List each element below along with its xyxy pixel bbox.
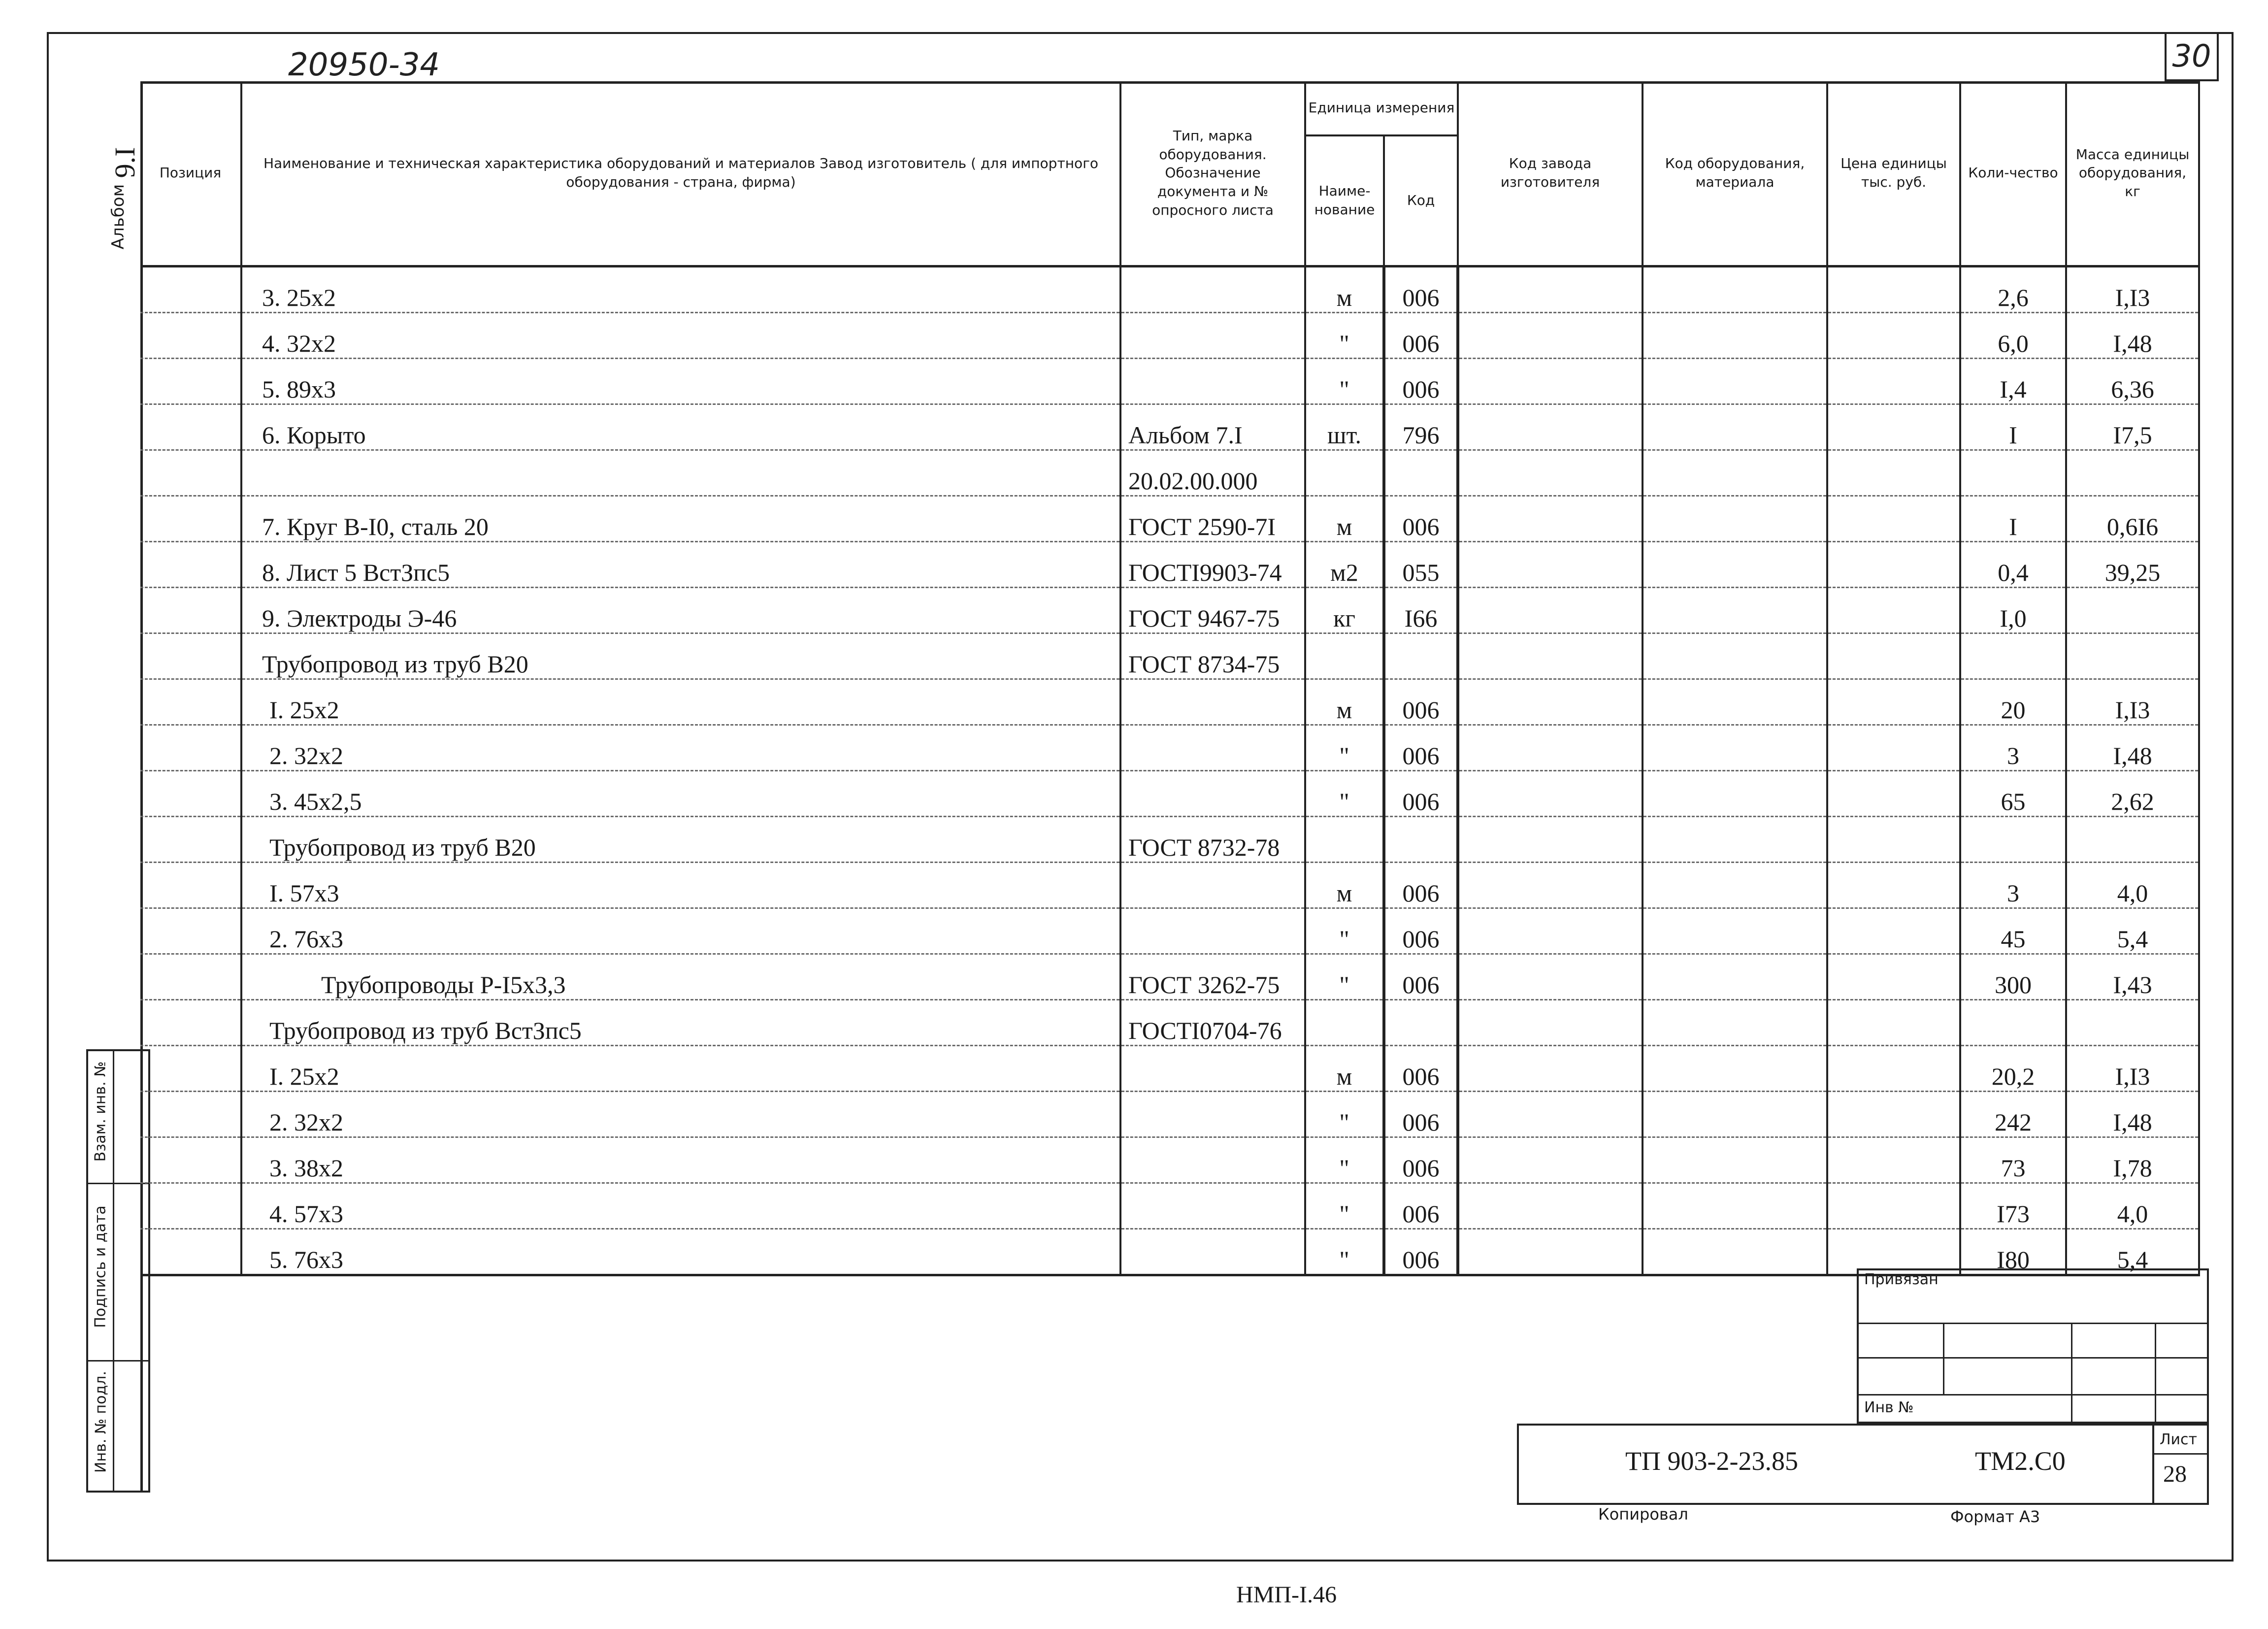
main-stamp-box — [1517, 1424, 2209, 1505]
linked-divider — [2155, 1323, 2156, 1424]
factory-code-cell — [1458, 954, 1643, 999]
mass-cell: 5,4 — [2066, 1229, 2199, 1275]
factory-code-cell — [1458, 1137, 1643, 1183]
quantity-cell — [1960, 450, 2066, 496]
unit-cell: м — [1305, 679, 1384, 725]
price-cell — [1827, 541, 1960, 587]
unit-cell: м — [1305, 862, 1384, 908]
quantity-cell: 45 — [1960, 908, 2066, 954]
linked-divider — [1943, 1323, 1944, 1394]
position-cell — [140, 450, 241, 496]
position-cell — [140, 496, 241, 541]
table-row — [140, 587, 2199, 633]
name-cell: 6. Корыто — [241, 404, 1120, 450]
unit-cell: м — [1305, 496, 1384, 541]
price-cell — [1827, 862, 1960, 908]
price-cell — [1827, 954, 1960, 999]
factory-code-cell — [1458, 1045, 1643, 1091]
table-row — [140, 862, 2199, 908]
equipment-code-cell — [1643, 450, 1827, 496]
name-cell: Трубопроводы Р-I5x3,3 — [241, 954, 1120, 999]
unit-code-cell: 006 — [1384, 725, 1458, 770]
unit-cell — [1305, 999, 1384, 1045]
table-row — [140, 496, 2199, 541]
quantity-cell: I,0 — [1960, 587, 2066, 633]
factory-code-cell — [1458, 1229, 1643, 1275]
position-cell — [140, 770, 241, 816]
doc-cell: ГОСТI0704-76 — [1120, 999, 1305, 1045]
header-equipment-code: Код оборудования, материала — [1643, 81, 1827, 266]
format-label: Формат А3 — [1950, 1507, 2040, 1526]
header-position: Позиция — [140, 81, 241, 266]
equipment-code-cell — [1643, 1183, 1827, 1229]
table-row — [140, 908, 2199, 954]
equipment-code-cell — [1643, 679, 1827, 725]
equipment-code-cell — [1643, 266, 1827, 312]
title-block — [1517, 1268, 2209, 1507]
table-row — [140, 450, 2199, 496]
name-cell: 3. 45x2,5 — [241, 770, 1120, 816]
quantity-cell: 73 — [1960, 1137, 2066, 1183]
equipment-code-cell — [1643, 1229, 1827, 1275]
price-cell — [1827, 312, 1960, 358]
equipment-code-cell — [1643, 862, 1827, 908]
name-cell: 5. 89x3 — [241, 358, 1120, 404]
position-cell — [140, 1045, 241, 1091]
price-cell — [1827, 450, 1960, 496]
document-code: ТП 903-2-23.85 — [1625, 1446, 1798, 1476]
doc-cell — [1120, 862, 1305, 908]
original-inv-label: Инв. № подл. — [92, 1371, 110, 1473]
mass-cell: I,43 — [2066, 954, 2199, 999]
position-cell — [140, 1183, 241, 1229]
factory-code-cell — [1458, 541, 1643, 587]
position-cell — [140, 587, 241, 633]
table-row — [140, 1183, 2199, 1229]
doc-cell — [1120, 312, 1305, 358]
quantity-cell: I — [1960, 404, 2066, 450]
table-row — [140, 816, 2199, 862]
unit-code-cell: 006 — [1384, 1229, 1458, 1275]
price-cell — [1827, 908, 1960, 954]
name-cell: 3. 25x2 — [241, 266, 1120, 312]
equipment-code-cell — [1643, 404, 1827, 450]
name-cell: 8. Лист 5 ВстЗпс5 — [241, 541, 1120, 587]
factory-code-cell — [1458, 266, 1643, 312]
unit-cell: м — [1305, 1045, 1384, 1091]
price-cell — [1827, 1229, 1960, 1275]
position-cell — [140, 266, 241, 312]
mass-cell: I,I3 — [2066, 1045, 2199, 1091]
table-row — [140, 679, 2199, 725]
price-cell — [1827, 496, 1960, 541]
price-cell — [1827, 633, 1960, 679]
quantity-cell: I,4 — [1960, 358, 2066, 404]
side-stamp-cell — [88, 1362, 148, 1491]
name-cell: Трубопровод из труб В20 — [241, 633, 1120, 679]
sheet-divider — [2152, 1453, 2209, 1455]
equipment-code-cell — [1643, 725, 1827, 770]
position-cell — [140, 633, 241, 679]
mass-cell: I,48 — [2066, 725, 2199, 770]
linked-divider — [2071, 1323, 2072, 1424]
linked-label: Привязан — [1864, 1271, 1939, 1288]
quantity-cell: I — [1960, 496, 2066, 541]
unit-cell — [1305, 633, 1384, 679]
position-cell — [140, 908, 241, 954]
factory-code-cell — [1458, 587, 1643, 633]
unit-code-cell: 006 — [1384, 1045, 1458, 1091]
quantity-cell: I73 — [1960, 1183, 2066, 1229]
unit-cell — [1305, 816, 1384, 862]
doc-cell: ГОСТ 2590-7I — [1120, 496, 1305, 541]
unit-code-cell: 006 — [1384, 1183, 1458, 1229]
mass-cell: 4,0 — [2066, 862, 2199, 908]
unit-cell: " — [1305, 312, 1384, 358]
name-cell: Трубопровод из труб ВстЗпс5 — [241, 999, 1120, 1045]
unit-code-cell — [1384, 633, 1458, 679]
price-cell — [1827, 816, 1960, 862]
factory-code-cell — [1458, 679, 1643, 725]
unit-code-cell — [1384, 450, 1458, 496]
unit-cell: кг — [1305, 587, 1384, 633]
unit-cell: " — [1305, 770, 1384, 816]
mass-cell: I,I3 — [2066, 266, 2199, 312]
doc-cell — [1120, 1137, 1305, 1183]
position-cell — [140, 1229, 241, 1275]
doc-cell: 20.02.00.000 — [1120, 450, 1305, 496]
quantity-cell — [1960, 816, 2066, 862]
side-stamp-cell — [88, 1184, 148, 1362]
name-cell: 2. 76x3 — [241, 908, 1120, 954]
table-row — [140, 1137, 2199, 1183]
equipment-code-cell — [1643, 358, 1827, 404]
name-cell: 4. 32x2 — [241, 312, 1120, 358]
copied-label: Копировал — [1598, 1505, 1688, 1524]
bottom-code: НМП-I.46 — [1236, 1582, 1337, 1608]
inv-label: Инв № — [1864, 1399, 1914, 1416]
quantity-cell: 20 — [1960, 679, 2066, 725]
price-cell — [1827, 587, 1960, 633]
unit-cell: м — [1305, 266, 1384, 312]
unit-code-cell: 006 — [1384, 954, 1458, 999]
position-cell — [140, 679, 241, 725]
name-cell: 2. 32x2 — [241, 725, 1120, 770]
unit-code-cell: 006 — [1384, 1137, 1458, 1183]
unit-cell: м2 — [1305, 541, 1384, 587]
name-cell: 5. 76x3 — [241, 1229, 1120, 1275]
unit-code-cell: 796 — [1384, 404, 1458, 450]
price-cell — [1827, 679, 1960, 725]
price-cell — [1827, 999, 1960, 1045]
table-row — [140, 358, 2199, 404]
factory-code-cell — [1458, 633, 1643, 679]
equipment-code-cell — [1643, 633, 1827, 679]
quantity-cell — [1960, 999, 2066, 1045]
doc-cell — [1120, 1229, 1305, 1275]
mass-cell: 0,6I6 — [2066, 496, 2199, 541]
table-row — [140, 404, 2199, 450]
doc-cell — [1120, 679, 1305, 725]
mass-cell — [2066, 633, 2199, 679]
factory-code-cell — [1458, 1183, 1643, 1229]
header-factory-code: Код завода изготовителя — [1458, 81, 1643, 266]
price-cell — [1827, 358, 1960, 404]
quantity-cell: I80 — [1960, 1229, 2066, 1275]
factory-code-cell — [1458, 725, 1643, 770]
unit-cell: шт. — [1305, 404, 1384, 450]
position-cell — [140, 404, 241, 450]
mass-cell: 4,0 — [2066, 1183, 2199, 1229]
factory-code-cell — [1458, 1091, 1643, 1137]
equipment-code-cell — [1643, 816, 1827, 862]
specification-table — [140, 81, 2200, 1276]
equipment-code-cell — [1643, 541, 1827, 587]
table-row — [140, 541, 2199, 587]
doc-cell — [1120, 725, 1305, 770]
doc-cell: ГОСТ 8732-78 — [1120, 816, 1305, 862]
position-cell — [140, 816, 241, 862]
factory-code-cell — [1458, 312, 1643, 358]
unit-cell: " — [1305, 358, 1384, 404]
doc-cell — [1120, 266, 1305, 312]
doc-cell: ГОСТI9903-74 — [1120, 541, 1305, 587]
unit-code-cell: 055 — [1384, 541, 1458, 587]
album-number: 9.I — [109, 147, 141, 178]
header-unit-name: Наиме-нование — [1305, 135, 1384, 266]
sheet-divider — [2152, 1424, 2154, 1505]
unit-cell: " — [1305, 908, 1384, 954]
name-cell — [241, 450, 1120, 496]
table-row — [140, 954, 2199, 999]
price-cell — [1827, 404, 1960, 450]
unit-code-cell — [1384, 999, 1458, 1045]
sheet-label: Лист — [2160, 1431, 2198, 1448]
price-cell — [1827, 1091, 1960, 1137]
position-cell — [140, 541, 241, 587]
unit-cell: " — [1305, 1229, 1384, 1275]
mass-cell: 6,36 — [2066, 358, 2199, 404]
mass-cell: 2,62 — [2066, 770, 2199, 816]
name-cell: 2. 32x2 — [241, 1091, 1120, 1137]
signature-date-label: Подпись и дата — [92, 1205, 109, 1328]
quantity-cell: 242 — [1960, 1091, 2066, 1137]
quantity-cell: 6,0 — [1960, 312, 2066, 358]
factory-code-cell — [1458, 816, 1643, 862]
equipment-code-cell — [1643, 1137, 1827, 1183]
unit-code-cell: 006 — [1384, 862, 1458, 908]
factory-code-cell — [1458, 999, 1643, 1045]
unit-code-cell: 006 — [1384, 496, 1458, 541]
factory-code-cell — [1458, 862, 1643, 908]
price-cell — [1827, 770, 1960, 816]
position-cell — [140, 725, 241, 770]
factory-code-cell — [1458, 358, 1643, 404]
mass-cell: I,78 — [2066, 1137, 2199, 1183]
archive-number: 20950-34 — [288, 47, 440, 83]
equipment-code-cell — [1643, 999, 1827, 1045]
price-cell — [1827, 266, 1960, 312]
mass-cell — [2066, 999, 2199, 1045]
table-row — [140, 1091, 2199, 1137]
factory-code-cell — [1458, 450, 1643, 496]
doc-cell: ГОСТ 3262-75 — [1120, 954, 1305, 999]
name-cell: 7. Круг В-I0, сталь 20 — [241, 496, 1120, 541]
position-cell — [140, 1091, 241, 1137]
factory-code-cell — [1458, 404, 1643, 450]
quantity-cell: 300 — [1960, 954, 2066, 999]
header-price: Цена единицы тыс. руб. — [1827, 81, 1960, 266]
header-unit-code: Код — [1384, 135, 1458, 266]
doc-cell — [1120, 1183, 1305, 1229]
unit-code-cell: 006 — [1384, 908, 1458, 954]
name-cell: 4. 57x3 — [241, 1183, 1120, 1229]
table-row — [140, 266, 2199, 312]
equipment-code-cell — [1643, 954, 1827, 999]
doc-cell: ГОСТ 9467-75 — [1120, 587, 1305, 633]
position-cell — [140, 1137, 241, 1183]
mass-cell: 39,25 — [2066, 541, 2199, 587]
quantity-cell: 20,2 — [1960, 1045, 2066, 1091]
equipment-code-cell — [1643, 908, 1827, 954]
equipment-code-cell — [1643, 770, 1827, 816]
unit-code-cell: 006 — [1384, 358, 1458, 404]
unit-cell: " — [1305, 1183, 1384, 1229]
doc-cell — [1120, 1091, 1305, 1137]
unit-code-cell: I66 — [1384, 587, 1458, 633]
mass-cell: I,48 — [2066, 312, 2199, 358]
sheet-number: 28 — [2163, 1461, 2187, 1487]
table-row — [140, 770, 2199, 816]
equipment-code-cell — [1643, 587, 1827, 633]
name-cell: Трубопровод из труб В20 — [241, 816, 1120, 862]
quantity-cell: 3 — [1960, 862, 2066, 908]
mass-cell — [2066, 587, 2199, 633]
replace-inv-label: Взам. инв. № — [92, 1061, 109, 1162]
mass-cell: I,48 — [2066, 1091, 2199, 1137]
quantity-cell: 2,6 — [1960, 266, 2066, 312]
quantity-cell: 65 — [1960, 770, 2066, 816]
unit-code-cell — [1384, 816, 1458, 862]
equipment-code-cell — [1643, 496, 1827, 541]
table-row — [140, 999, 2199, 1045]
factory-code-cell — [1458, 908, 1643, 954]
album-label: Альбом — [108, 184, 128, 250]
table-row — [140, 725, 2199, 770]
quantity-cell: 0,4 — [1960, 541, 2066, 587]
doc-cell: ГОСТ 8734-75 — [1120, 633, 1305, 679]
mass-cell: I,I3 — [2066, 679, 2199, 725]
unit-cell: " — [1305, 725, 1384, 770]
table-row — [140, 1229, 2199, 1275]
factory-code-cell — [1458, 496, 1643, 541]
mass-cell: I7,5 — [2066, 404, 2199, 450]
header-unit-group: Единица измерения — [1305, 81, 1458, 135]
unit-code-cell: 006 — [1384, 312, 1458, 358]
header-mass: Масса единицы оборудования, кг — [2066, 81, 2199, 266]
document-mark: ТМ2.С0 — [1975, 1446, 2066, 1476]
table-row — [140, 1045, 2199, 1091]
price-cell — [1827, 1183, 1960, 1229]
quantity-cell: 3 — [1960, 725, 2066, 770]
unit-code-cell: 006 — [1384, 679, 1458, 725]
mass-cell — [2066, 816, 2199, 862]
unit-code-cell: 006 — [1384, 770, 1458, 816]
doc-cell — [1120, 1045, 1305, 1091]
page-number: 30 — [2165, 32, 2219, 81]
unit-cell: " — [1305, 1137, 1384, 1183]
name-cell: I. 25x2 — [241, 679, 1120, 725]
price-cell — [1827, 1045, 1960, 1091]
doc-cell — [1120, 908, 1305, 954]
doc-cell — [1120, 358, 1305, 404]
unit-cell: " — [1305, 954, 1384, 999]
quantity-cell — [1960, 633, 2066, 679]
position-cell — [140, 862, 241, 908]
unit-code-cell: 006 — [1384, 266, 1458, 312]
mass-cell — [2066, 450, 2199, 496]
name-cell: 9. Электроды Э-46 — [241, 587, 1120, 633]
position-cell — [140, 358, 241, 404]
table-row — [140, 633, 2199, 679]
table-row — [140, 312, 2199, 358]
position-cell — [140, 954, 241, 999]
name-cell: 3. 38x2 — [241, 1137, 1120, 1183]
price-cell — [1827, 725, 1960, 770]
doc-cell: Альбом 7.I — [1120, 404, 1305, 450]
unit-code-cell: 006 — [1384, 1091, 1458, 1137]
header-type: Тип, марка оборудования. Обозначение документа и № опросного листа — [1120, 81, 1305, 266]
header-quantity: Коли-чество — [1960, 81, 2066, 266]
equipment-code-cell — [1643, 1091, 1827, 1137]
unit-cell — [1305, 450, 1384, 496]
equipment-code-cell — [1643, 1045, 1827, 1091]
name-cell: I. 25x2 — [241, 1045, 1120, 1091]
doc-cell — [1120, 770, 1305, 816]
factory-code-cell — [1458, 770, 1643, 816]
position-cell — [140, 999, 241, 1045]
header-name: Наименование и техническая характеристика оборудований и материалов Завод изготовитель ( для импортного оборудования - страна, фирма) — [241, 81, 1120, 266]
price-cell — [1827, 1137, 1960, 1183]
mass-cell: 5,4 — [2066, 908, 2199, 954]
unit-cell: " — [1305, 1091, 1384, 1137]
side-stamp-cell — [88, 1051, 148, 1184]
name-cell: I. 57x3 — [241, 862, 1120, 908]
equipment-code-cell — [1643, 312, 1827, 358]
position-cell — [140, 312, 241, 358]
